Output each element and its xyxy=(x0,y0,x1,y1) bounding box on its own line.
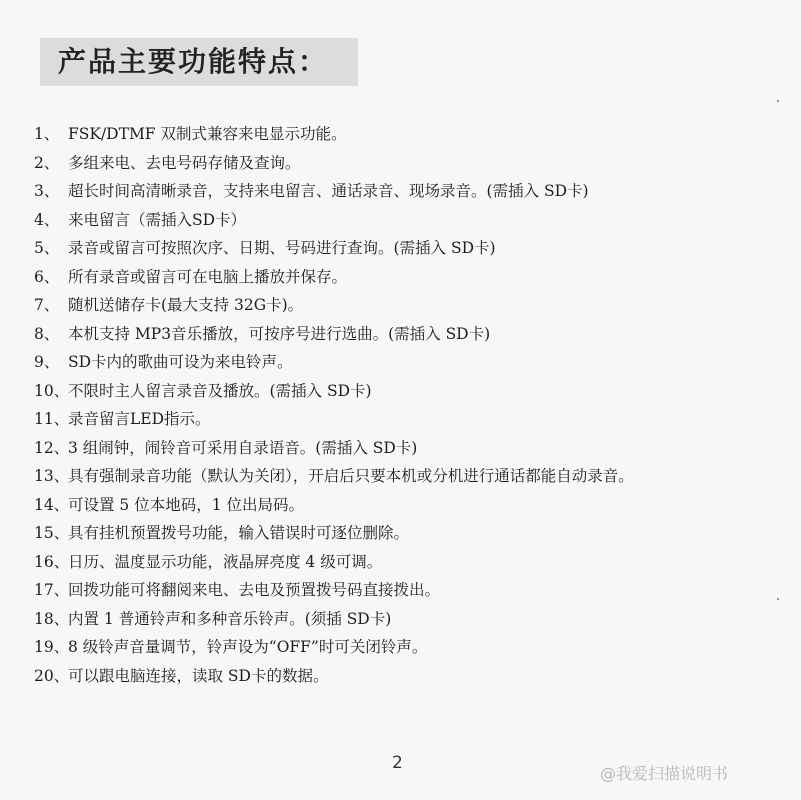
feature-text: 可设置 5 位本地码，1 位出局码。 xyxy=(68,495,305,514)
feature-item xyxy=(34,149,634,178)
feature-text: 回拨功能可将翻阅来电、去电及预置拨号码直接拨出。 xyxy=(68,581,441,599)
feature-number: 6、 xyxy=(34,267,60,286)
feature-number: 17、 xyxy=(34,581,70,599)
feature-number: 3、 xyxy=(34,182,60,200)
feature-number: 5、 xyxy=(34,239,60,257)
feature-text: 3 组闹钟，闹铃音可采用自录语音。(需插入 SD卡) xyxy=(68,438,418,457)
feature-text: 具有强制录音功能（默认为关闭），开启后只要本机或分机进行通话都能自动录音。 xyxy=(68,467,634,485)
feature-item xyxy=(34,348,634,377)
feature-number: 16、 xyxy=(34,552,70,571)
feature-text: 多组来电、去电号码存储及查询。 xyxy=(68,153,301,172)
feature-list xyxy=(34,120,634,690)
feature-text: 不限时主人留言录音及播放。(需插入 SD卡) xyxy=(68,381,372,400)
feature-item xyxy=(34,434,634,463)
feature-text: FSK/DTMF 双制式兼容来电显示功能。 xyxy=(68,125,347,143)
feature-text: 内置 1 普通铃声和多种音乐铃声。(须插 SD卡) xyxy=(68,609,392,628)
feature-text: 本机支持 MP3音乐播放，可按序号进行选曲。(需插入 SD卡) xyxy=(68,324,491,343)
feature-item xyxy=(34,491,634,520)
feature-item xyxy=(34,291,634,320)
feature-text: 录音或留言可按照次序、日期、号码进行查询。(需插入 SD卡) xyxy=(68,239,496,257)
feature-text: 日历、温度显示功能，液晶屏亮度 4 级可调。 xyxy=(68,552,383,571)
feature-number: 14、 xyxy=(34,495,70,514)
feature-number: 2、 xyxy=(34,153,60,172)
feature-number: 8、 xyxy=(34,324,60,343)
feature-item xyxy=(34,548,634,577)
feature-number: 11、 xyxy=(34,410,70,428)
page-number: 2 xyxy=(392,753,403,773)
feature-text: 所有录音或留言可在电脑上播放并保存。 xyxy=(68,267,348,286)
feature-item xyxy=(34,605,634,634)
feature-text: 来电留言（需插入SD卡） xyxy=(68,210,247,229)
feature-item xyxy=(34,662,634,691)
feature-number: 18、 xyxy=(34,609,70,628)
feature-number: 7、 xyxy=(34,296,60,314)
feature-number: 20、 xyxy=(34,666,70,685)
feature-text: 录音留言LED指示。 xyxy=(68,410,211,428)
feature-number: 19、 xyxy=(34,638,70,656)
feature-item xyxy=(34,320,634,349)
feature-item xyxy=(34,462,634,491)
feature-item xyxy=(34,177,634,206)
feature-number: 15、 xyxy=(34,524,70,542)
feature-item xyxy=(34,576,634,605)
feature-item xyxy=(34,234,634,263)
feature-item xyxy=(34,633,634,662)
feature-text: 超长时间高清晰录音，支持来电留言、通话录音、现场录音。(需插入 SD卡) xyxy=(68,182,589,200)
feature-number: 12、 xyxy=(34,438,70,457)
feature-text: 随机送储存卡(最大支持 32G卡)。 xyxy=(68,296,304,314)
feature-number: 1、 xyxy=(34,125,60,143)
feature-item xyxy=(34,120,634,149)
feature-number: 13、 xyxy=(34,467,70,485)
feature-text: 具有挂机预置拨号功能，输入错误时可逐位删除。 xyxy=(68,524,410,542)
feature-item xyxy=(34,519,634,548)
feature-text: 可以跟电脑连接，读取 SD卡的数据。 xyxy=(68,666,329,685)
feature-number: 10、 xyxy=(34,381,70,400)
scan-mark xyxy=(777,100,779,102)
feature-item xyxy=(34,405,634,434)
feature-item xyxy=(34,377,634,406)
feature-text: 8 级铃声音量调节，铃声设为“OFF”时可关闭铃声。 xyxy=(68,638,428,656)
feature-item xyxy=(34,263,634,292)
feature-number: 9、 xyxy=(34,353,60,371)
feature-text: SD卡内的歌曲可设为来电铃声。 xyxy=(68,353,293,371)
scan-mark xyxy=(777,598,779,600)
page-title: 产品主要功能特点： xyxy=(58,45,329,78)
watermark: @我爱扫描说明书 xyxy=(600,764,729,783)
feature-item xyxy=(34,206,634,235)
feature-number: 4、 xyxy=(34,210,60,229)
